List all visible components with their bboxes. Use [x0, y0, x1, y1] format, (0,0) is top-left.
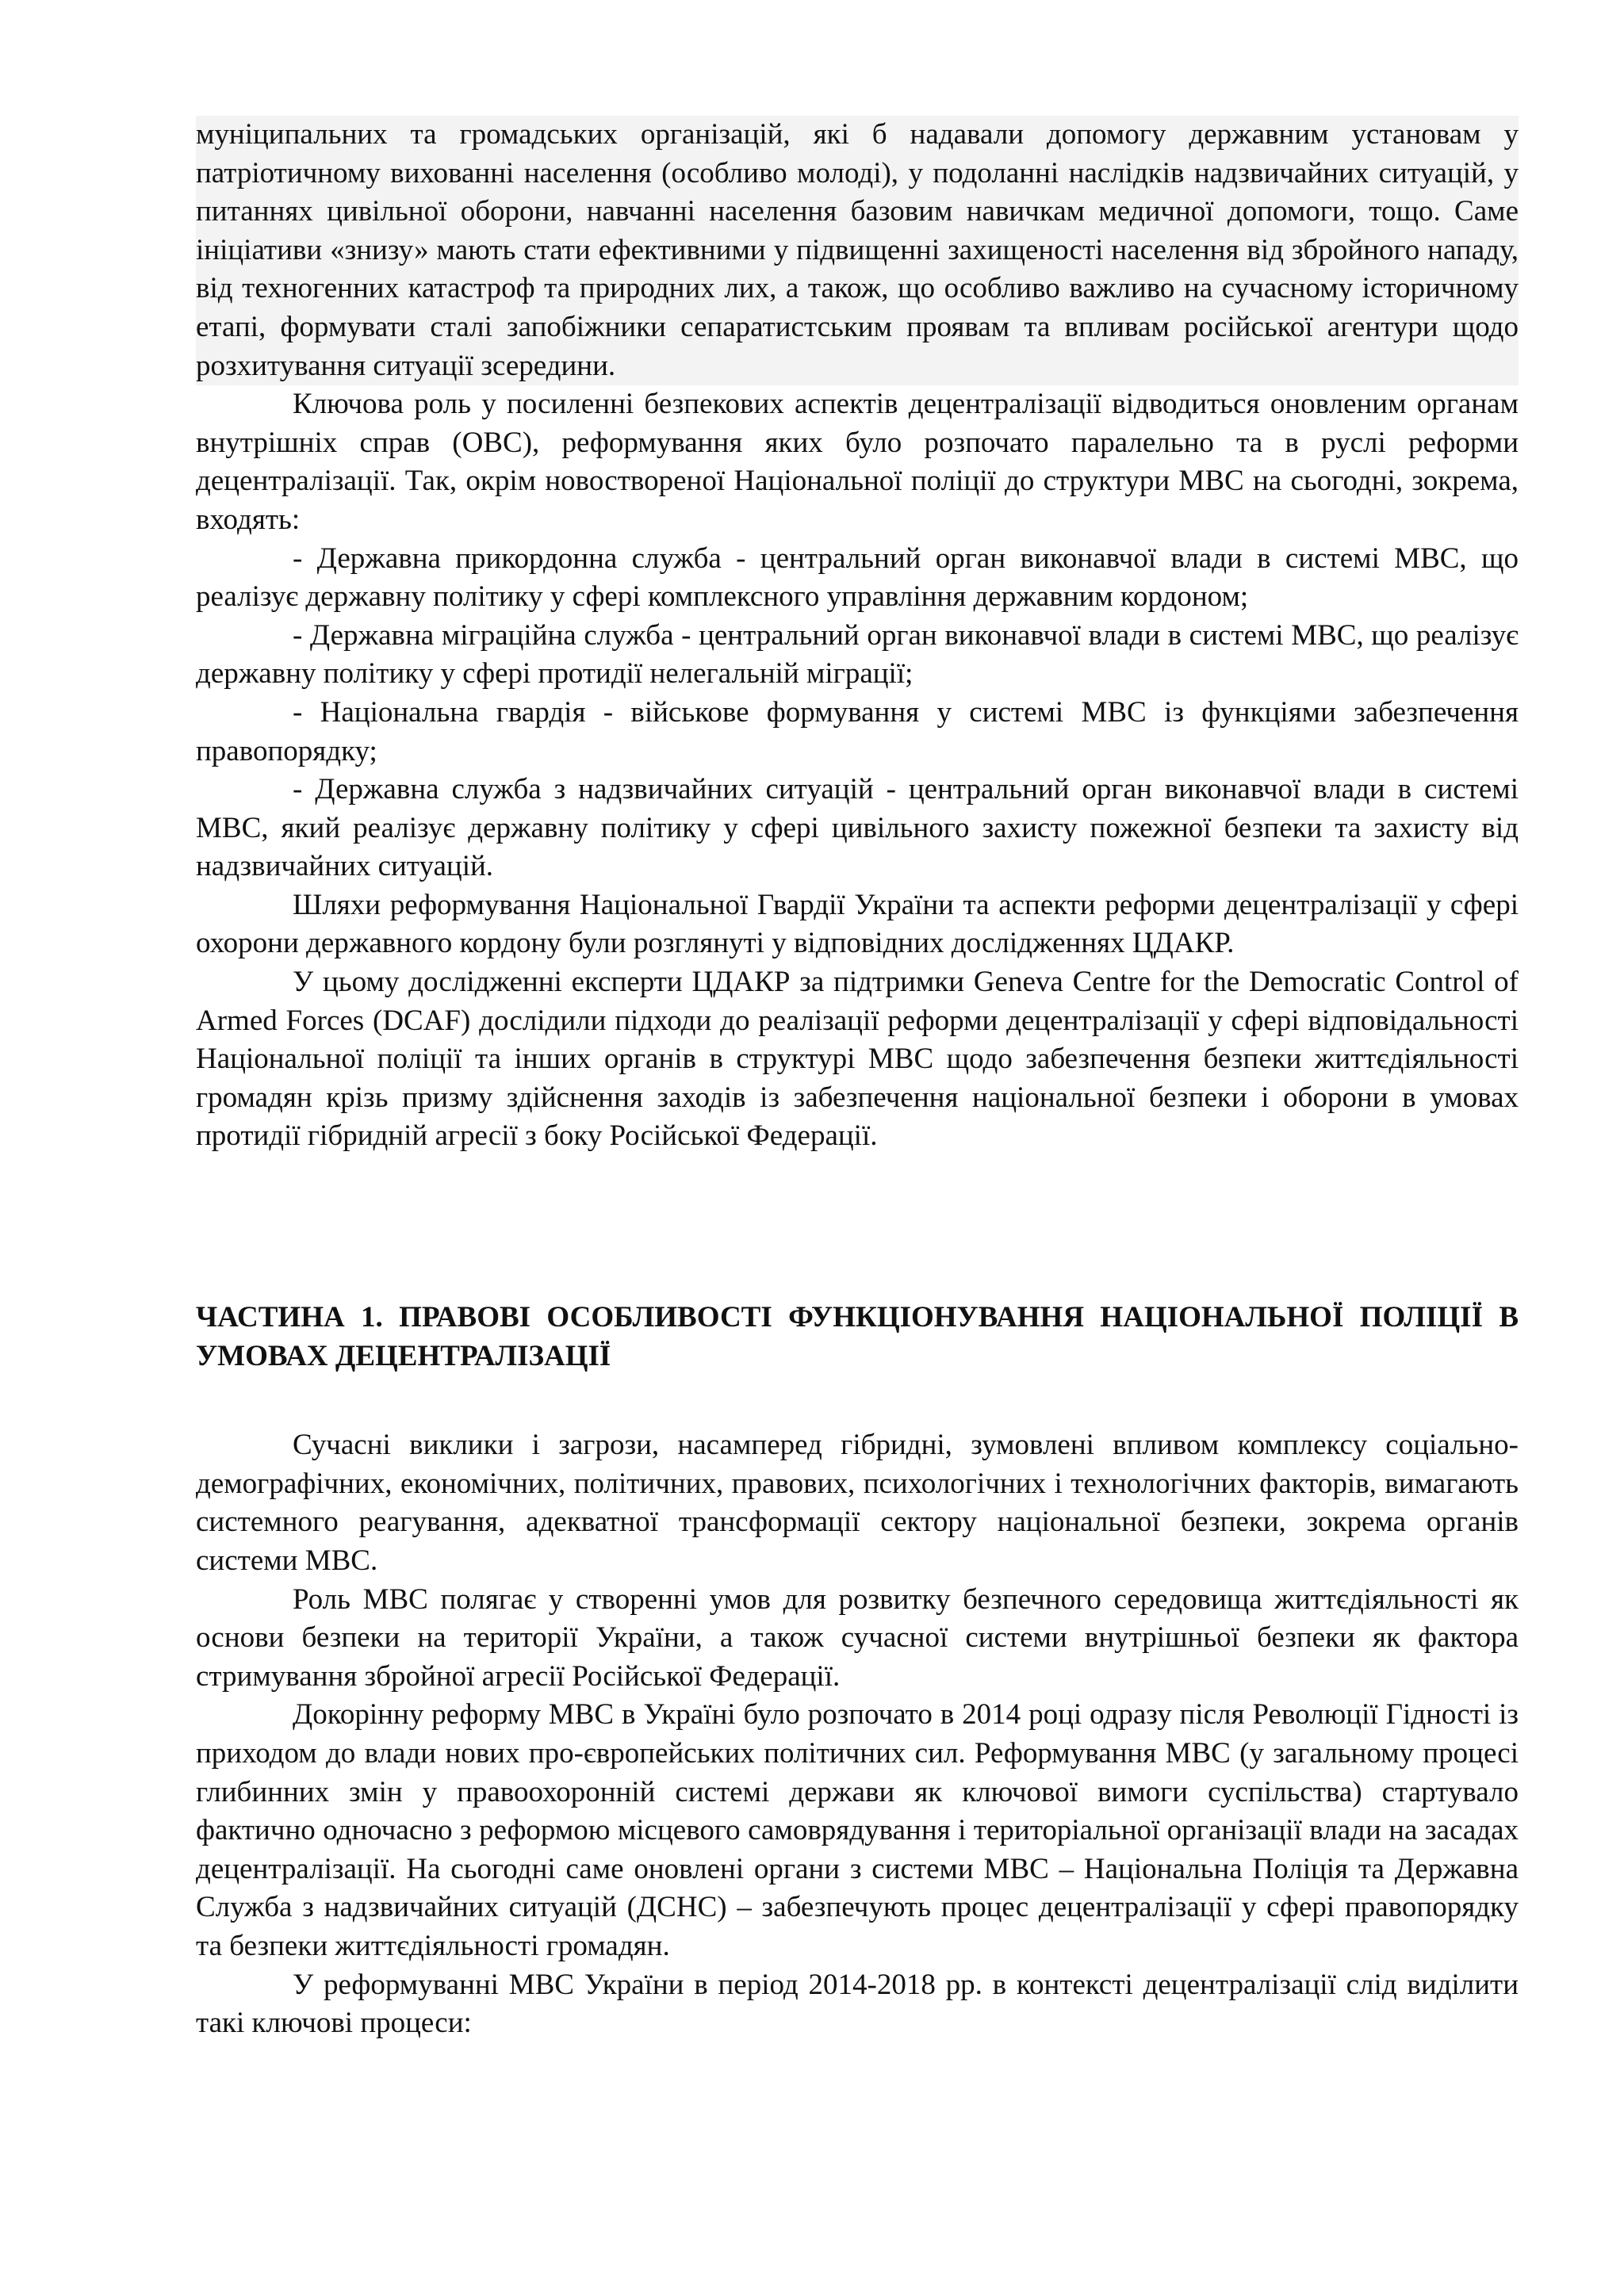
section-heading: ЧАСТИНА 1. ПРАВОВІ ОСОБЛИВОСТІ ФУНКЦІОНУВАННЯ НАЦІОНАЛЬНОЇ ПОЛІЦІЇ В УМОВАХ ДЕЦЕНТРАЛІЗАЦІЇ	[196, 1301, 1519, 1372]
page-content	[196, 116, 1519, 2043]
paragraph-key-role: Ключова роль у посиленні безпекових аспектів децентралізації відводиться оновленим органам внутрішніх справ (ОВС), реформування яких було розпочато паралельно та в руслі реформи децентралізації. Так, окрім новоствореної Національної поліції до структури МВС на сьогодні, зокрема, входять:	[196, 388, 1519, 536]
paragraph-key-processes: У реформуванні МВС України в період 2014-2018 рр. в контексті децентралізації слід виділити такі ключові процеси:	[196, 1968, 1519, 2040]
list-item-emergency-service: - Державна служба з надзвичайних ситуацій - центральний орган виконавчої влади в системі МВС, який реалізує державну політику у сфері цивільного захисту пожежної безпеки та захисту від надзвичайних ситуацій.	[196, 773, 1519, 883]
paragraph-study-scope: У цьому дослідженні експерти ЦДАКР за підтримки Geneva Centre for the Democratic Control of Armed Forces (DCAF) дослідили підходи до реалізації реформи децентралізації у сфері відповідальності Національної поліції та інших органів в структурі МВС щодо забезпечення безпеки життєдіяльності громадян крізь призму здійснення заходів із забезпечення національної безпеки і оборони в умовах протидії гібридній агресії з боку Російської Федерації.	[196, 966, 1519, 1153]
paragraph-reform-paths: Шляхи реформування Національної Гвардії України та аспекти реформи децентралізації у сфері охорони державного кордону були розглянуті у відповідних дослідженнях ЦДАКР.	[196, 888, 1519, 960]
heading-spacer	[196, 1376, 1519, 1426]
paragraph-reform-start: Докорінну реформу МВС в Україні було розпочато в 2014 році одразу після Революції Гідності із приходом до влади нових про-європейських політичних сил. Реформування МВС (у загальному процесі глибинних змін у правоохоронній системі держави як ключової вимоги суспільства) стартувало фактично одночасно з реформою місцевого самоврядування і територіальної організації влади на засадах децентралізації. На сьогодні саме оновлені органи з системи МВС – Національна Поліція та Державна Служба з надзвичайних ситуацій (ДСНС) – забезпечують процес децентралізації у сфері правопорядку та безпеки життєдіяльності громадян.	[196, 1698, 1519, 1962]
paragraph-modern-challenges: Сучасні виклики і загрози, насамперед гібридні, зумовлені впливом комплексу соціально-демографічних, економічних, політичних, правових, психологічних і технологічних факторів, вимагають системного реагування, адекватної трансформації сектору національної безпеки, зокрема органів системи МВС.	[196, 1429, 1519, 1577]
list-item-border-service: - Державна прикордонна служба - центральний орган виконавчої влади в системі МВС, що реалізує державну політику у сфері комплексного управління державним кордоном;	[196, 541, 1519, 614]
intro-paragraph-continued: муніципальних та громадських організацій, які б надавали допомогу державним установам у патріотичному вихованні населення (особливо молоді), у подоланні наслідків надзвичайних ситуацій, у питаннях цивільної оборони, навчанні населення базовим навичкам медичної допомоги, тощо. Саме ініціативи «знизу» мають стати ефективними у підвищенні захищеності населення від збройного нападу, від техногенних катастроф та природних лих, а також, що особливо важливо на сучасному історичному етапі, формувати сталі запобіжники сепаратистським проявам та впливам російської агентури щодо розхитування ситуації зсередини.	[196, 116, 1519, 385]
section-spacer	[196, 1156, 1519, 1299]
list-item-migration-service: - Державна міграційна служба - центральний орган виконавчої влади в системі МВС, що реалізує державну політику у сфері протидії нелегальній міграції;	[196, 618, 1519, 691]
paragraph-mvs-role: Роль МВС полягає у створенні умов для розвитку безпечного середовища життєдіяльності як основи безпеки на території України, а також сучасної системи внутрішньої безпеки як фактора стримування збройної агресії Російської Федерації.	[196, 1582, 1519, 1693]
list-item-national-guard: - Національна гвардія - військове формування у системі МВС із функціями забезпечення правопорядку;	[196, 695, 1519, 767]
